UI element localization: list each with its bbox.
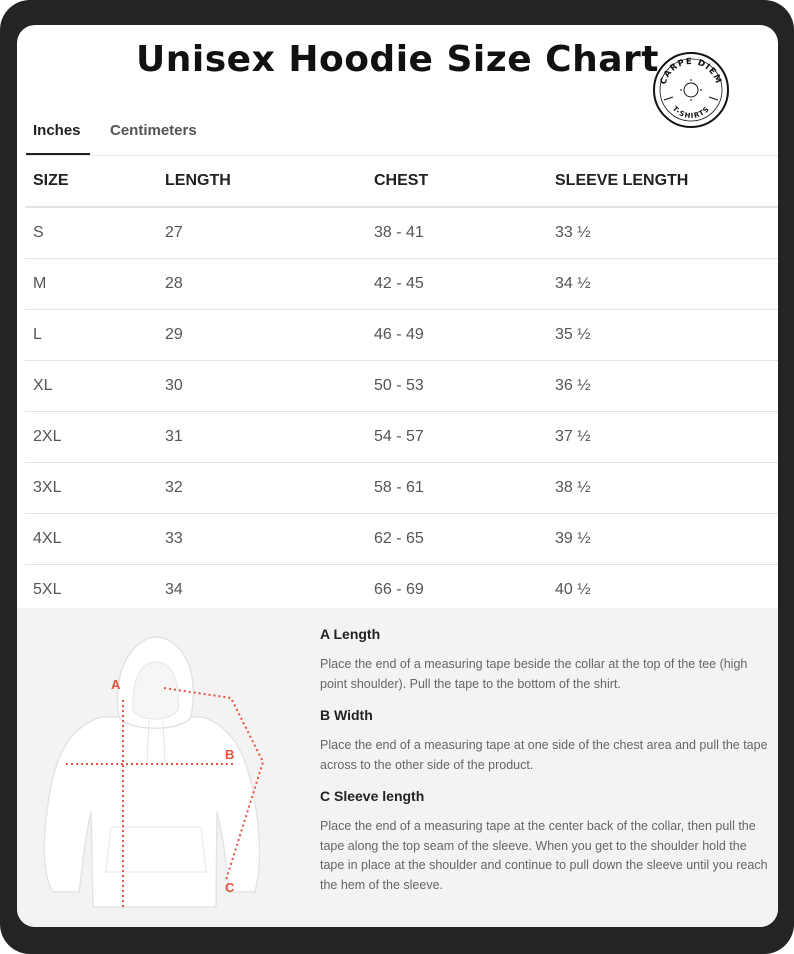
cell-sleeve: 35 ½ — [555, 326, 591, 343]
sleeve-text: Place the end of a measuring tape at the center back of the collar, then pull the tape along the top seam of the sleeve. When you get to the shoulder hold the tape in place at the shoulder and continue to pull down the sleeve until you reach the hem of the sleeve. — [320, 819, 768, 892]
cell-chest: 62 - 65 — [374, 530, 424, 547]
header-sleeve-length: SLEEVE LENGTH — [555, 172, 689, 189]
tab-centimeters[interactable]: Centimeters — [110, 122, 197, 139]
logo-bottom-text: T-SHIRTS — [670, 104, 712, 121]
table-row — [25, 259, 778, 310]
header-length: LENGTH — [165, 172, 231, 189]
hoodie-illustration — [44, 637, 259, 907]
label-c: C — [225, 880, 235, 895]
table-header-row — [25, 156, 778, 208]
measurement-guide — [17, 608, 778, 927]
table-row — [25, 310, 778, 361]
cell-size: XL — [33, 377, 53, 394]
cell-sleeve: 39 ½ — [555, 530, 591, 547]
logo-top-text: CARPE DIEM — [658, 56, 724, 86]
cell-length: 34 — [165, 581, 183, 598]
cell-sleeve: 36 ½ — [555, 377, 591, 394]
moon-sun-icon — [680, 79, 702, 101]
size-table — [25, 156, 778, 615]
header-chest: CHEST — [374, 172, 429, 189]
header-size: SIZE — [33, 172, 69, 189]
cell-length: 31 — [165, 428, 183, 445]
cell-chest: 54 - 57 — [374, 428, 424, 445]
cell-chest: 66 - 69 — [374, 581, 424, 598]
cell-size: 4XL — [33, 530, 62, 547]
cell-size: S — [33, 224, 44, 241]
cell-chest: 42 - 45 — [374, 275, 424, 292]
cell-length: 33 — [165, 530, 183, 547]
hoodie-diagram — [31, 622, 271, 917]
page-title: Unisex Hoodie Size Chart — [136, 39, 659, 80]
cell-size: 3XL — [33, 479, 62, 496]
cell-sleeve: 40 ½ — [555, 581, 591, 598]
cell-sleeve: 34 ½ — [555, 275, 591, 292]
cell-chest: 50 - 53 — [374, 377, 424, 394]
cell-chest: 38 - 41 — [374, 224, 424, 241]
length-text: Place the end of a measuring tape beside the collar at the top of the tee (high point shoulder). Pull the tape to the bottom of the shirt. — [320, 657, 748, 691]
cell-length: 28 — [165, 275, 183, 292]
cell-length: 32 — [165, 479, 183, 496]
cell-chest: 46 - 49 — [374, 326, 424, 343]
cell-size: L — [33, 326, 42, 343]
cell-chest: 58 - 61 — [374, 479, 424, 496]
table-row — [25, 361, 778, 412]
size-chart-panel — [17, 25, 778, 927]
cell-size: 5XL — [33, 581, 62, 598]
measurement-descriptions — [320, 626, 770, 908]
width-text: Place the end of a measuring tape at one side of the chest area and pull the tape across to the other side of the product. — [320, 738, 768, 772]
cell-length: 30 — [165, 377, 183, 394]
table-row — [25, 412, 778, 463]
cell-length: 29 — [165, 326, 183, 343]
sleeve-heading: C Sleeve length — [320, 788, 425, 804]
width-heading: B Width — [320, 707, 373, 723]
table-row — [25, 208, 778, 259]
label-b: B — [225, 747, 235, 762]
cell-sleeve: 38 ½ — [555, 479, 591, 496]
table-row — [25, 463, 778, 514]
cell-sleeve: 33 ½ — [555, 224, 591, 241]
cell-sleeve: 37 ½ — [555, 428, 591, 445]
cell-size: 2XL — [33, 428, 62, 445]
unit-tabs — [25, 117, 778, 157]
tab-inches[interactable]: Inches — [33, 122, 81, 139]
length-heading: A Length — [320, 626, 381, 642]
cell-size: M — [33, 275, 47, 292]
label-a: A — [111, 677, 121, 692]
table-row — [25, 514, 778, 565]
cell-length: 27 — [165, 224, 183, 241]
